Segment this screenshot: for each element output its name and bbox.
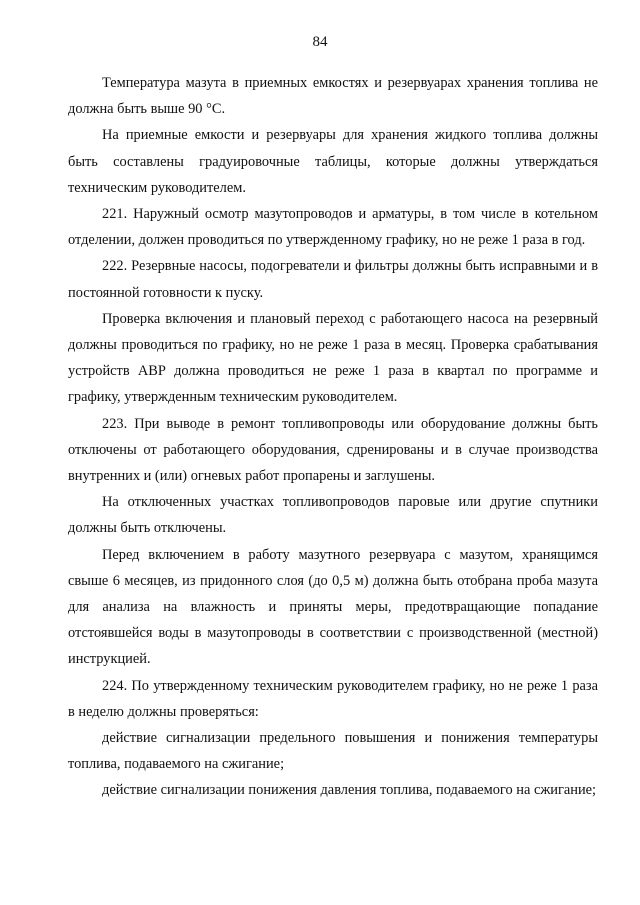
paragraph-223: 223. При выводе в ремонт топливопроводы или оборудование должны быть отключены от работающего оборудования, сдренированы и в случае производства внутренних и (или) огневых работ пропарены и заглушены. xyxy=(68,415,598,485)
paragraph-reservoir-sampling: Перед включением в работу мазутного резервуара с мазутом, хранящимся свыше 6 месяцев, из придонного слоя (до 0,5 м) должна быть отобрана проба мазута для анализа на влажность и приняты меры, предотвращающие попадание отстоявшейся воды в мазутопроводы в соответствии с производственной (местной) инструкцией. xyxy=(68,546,598,668)
paragraph-pump-switch-check: Проверка включения и плановый переход с работающего насоса на резервный должны проводиться по графику, но не реже 1 раза в месяц. Проверка срабатывания устройств АВР должна проводиться не реже 1 раза в квартал по программе и графику, утвержденным техническим руководителем. xyxy=(68,310,598,406)
paragraph-temperature-alarm: действие сигнализации предельного повышения и понижения температуры топлива, подаваемого на сжигание; xyxy=(68,730,598,773)
paragraph-224: 224. По утвержденному техническим руководителем графику, но не реже 1 раза в неделю должны проверяться: xyxy=(68,677,598,720)
paragraph-calibration-tables: На приемные емкости и резервуары для хранения жидкого топлива должны быть составлены градуировочные таблицы, которые должны утверждаться техническим руководителем. xyxy=(68,127,598,196)
paragraph-mazut-temperature: Температура мазута в приемных емкостях и резервуарах хранения топлива не должна быть выше 90 °С. xyxy=(68,75,598,118)
document-body xyxy=(68,70,598,804)
paragraph-222: 222. Резервные насосы, подогреватели и фильтры должны быть исправными и в постоянной готовности к пуску. xyxy=(68,258,598,301)
page-number: 84 xyxy=(312,34,328,50)
paragraph-disconnected-sections: На отключенных участках топливопроводов паровые или другие спутники должны быть отключены. xyxy=(68,494,598,537)
paragraph-pressure-alarm: действие сигнализации понижения давления топлива, подаваемого на сжигание; xyxy=(102,782,597,799)
paragraph-221: 221. Наружный осмотр мазутопроводов и арматуры, в том числе в котельном отделении, должен проводиться по утвержденному графику, но не реже 1 раза в год. xyxy=(68,206,598,249)
